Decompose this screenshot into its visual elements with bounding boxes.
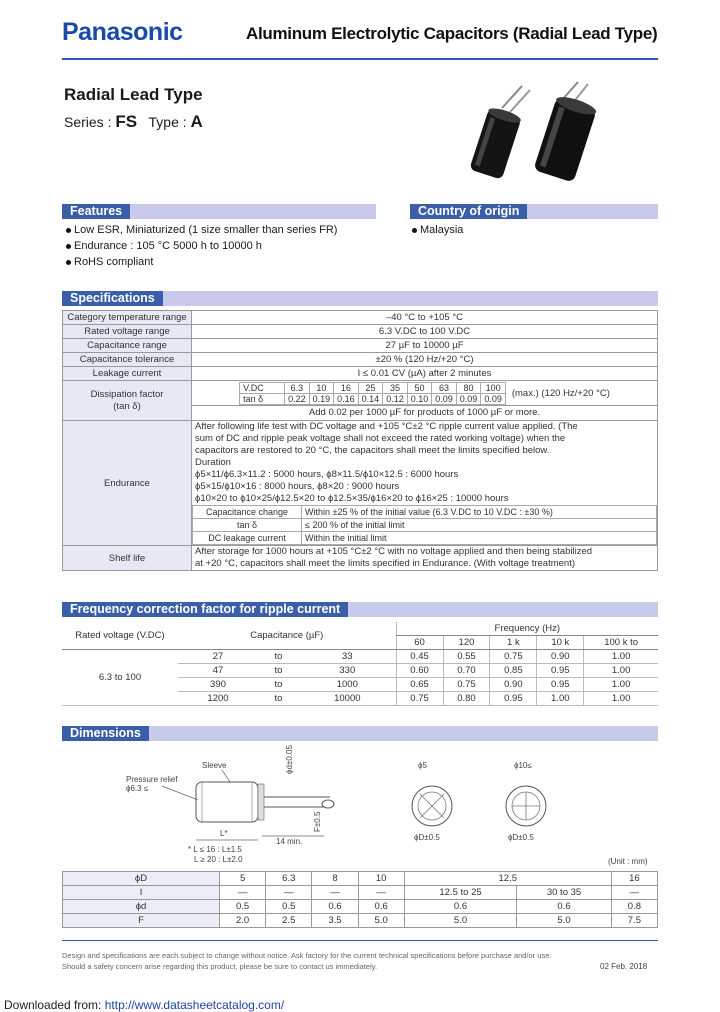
series-value: FS bbox=[115, 112, 138, 131]
bullet-icon bbox=[66, 228, 71, 233]
type-label: Type : bbox=[148, 114, 187, 130]
product-heading: Radial Lead Type bbox=[64, 85, 203, 104]
spec-row: Capacitance range 27 µF to 10000 µF bbox=[63, 339, 658, 353]
specifications-table bbox=[62, 310, 658, 571]
dissipation-note: (max.) (120 Hz/+20 °C) bbox=[511, 388, 610, 399]
origin-list bbox=[412, 222, 463, 238]
phid-label-b: ϕD±0.5 bbox=[508, 833, 534, 842]
col-capacitance: Capacitance (µF) bbox=[178, 622, 396, 650]
type-value: A bbox=[190, 112, 203, 131]
specifications-title: Specifications bbox=[62, 291, 163, 306]
footer-notice: Design and specifications are each subject to change without notice. Ask factory for the current technical specifications before purchase and/or use. Should a safety concern arise regarding this product, please be sure to contact us immediately. bbox=[62, 951, 552, 971]
specifications-band bbox=[62, 291, 658, 306]
phi10-label: ϕ10≤ bbox=[514, 761, 532, 770]
feature-item: Low ESR, Miniaturized (1 size smaller than series FR) bbox=[66, 222, 337, 238]
shelf-life-label: Shelf life bbox=[63, 546, 192, 571]
length-label: L* bbox=[220, 829, 228, 838]
length-note-1: * L ≤ 16 : L±1.5 bbox=[188, 845, 242, 854]
dissipation-addition: Add 0.02 per 1000 µF for products of 1000 µF or more. bbox=[192, 405, 657, 419]
endurance-row: Endurance After following life test with DC voltage and +105 °C±2 °C ripple current value applied. (The sum of DC and ripple peak voltage shall not exceed the rated working voltage) when the capacitors are restored to 20 °C, the capacitors shall meet the limits specified below. Duration ϕ5×11/ϕ6.3×11.2 : 5000 hours, ϕ8×11.5/ϕ10×12.5 : 6000 hours ϕ5×15/ϕ10×16 : 8000 hours, ϕ8×20 : 9000 hours ϕ10×20 to ϕ10×25/ϕ12.5×20 to ϕ12.5×35/ϕ16×20 to ϕ16×25 : 10000 hours Capacitance change Within ±25 % of the initial value (6.3 V.DC to 10 V.DC : ±30 %) tan δ ≤ 200 % of the initial limit DC leakage current Within the initial limit bbox=[63, 421, 658, 546]
f-dim-label: F±0.5 bbox=[313, 811, 322, 832]
phi5-label: ϕ5 bbox=[418, 761, 427, 770]
spec-row: Capacitance tolerance ±20 % (120 Hz/+20 °C) bbox=[63, 353, 658, 367]
origin-band bbox=[410, 204, 658, 219]
unit-label: (Unit : mm) bbox=[608, 857, 648, 866]
col-voltage: Rated voltage (V.DC) bbox=[62, 622, 178, 650]
brand-logo: Panasonic bbox=[62, 18, 183, 46]
download-link[interactable]: http://www.datasheetcatalog.com/ bbox=[104, 998, 285, 1012]
frequency-title: Frequency correction factor for ripple current bbox=[62, 602, 348, 617]
dissipation-row bbox=[63, 381, 658, 421]
spec-row: Rated voltage range 6.3 V.DC to 100 V.DC bbox=[63, 325, 658, 339]
frequency-row: 390 to 1000 0.65 0.75 0.90 0.95 1.00 bbox=[62, 678, 658, 692]
phid-label-a: ϕD±0.5 bbox=[414, 833, 440, 842]
features-title: Features bbox=[62, 204, 130, 219]
spec-row: Category temperature range –40 °C to +105 °C bbox=[63, 311, 658, 325]
dimension-row: F 2.0 2.5 3.5 5.0 5.0 5.0 7.5 bbox=[63, 914, 658, 928]
issue-date: 02 Feb. 2018 bbox=[600, 962, 648, 971]
feature-item: Endurance : 105 °C 5000 h to 10000 h bbox=[66, 238, 337, 254]
shelf-life-row: Shelf life After storage for 1000 hours at +105 °C±2 °C with no voltage applied and then being stabilized at +20 °C, capacitors shall meet the limits specified in Endurance. (With voltage treatment) bbox=[63, 546, 658, 571]
download-line bbox=[4, 998, 284, 1012]
origin-item: Malaysia bbox=[412, 222, 463, 238]
origin-title: Country of origin bbox=[410, 204, 527, 219]
frequency-row: 47 to 330 0.60 0.70 0.85 0.95 1.00 bbox=[62, 664, 658, 678]
spec-row: Leakage current I ≤ 0.01 CV (µA) after 2 minutes bbox=[63, 367, 658, 381]
feature-item: RoHS compliant bbox=[66, 254, 337, 270]
frequency-voltage: 6.3 to 100 bbox=[62, 650, 178, 706]
lead-dim-label: ϕd±0.05 bbox=[285, 745, 294, 774]
footer-rule bbox=[62, 940, 658, 941]
bullet-icon bbox=[66, 260, 71, 265]
dimension-row: ϕD 5 6.3 8 10 12.5 16 bbox=[63, 872, 658, 886]
min-length-label: 14 min. bbox=[276, 837, 303, 846]
series-label: Series : bbox=[64, 114, 112, 130]
sleeve-label: Sleeve bbox=[202, 761, 227, 770]
dimensions-band bbox=[62, 726, 658, 741]
dimensions-title: Dimensions bbox=[62, 726, 149, 741]
pressure-relief-label: Pressure relief bbox=[126, 775, 178, 784]
document-title: Aluminum Electrolytic Capacitors (Radial Lead Type) bbox=[246, 24, 658, 43]
series-type-line bbox=[64, 112, 203, 132]
frequency-row: 1200 to 10000 0.75 0.80 0.95 1.00 1.00 bbox=[62, 692, 658, 706]
dimensions-table bbox=[62, 871, 658, 928]
capacitor-product-image bbox=[460, 80, 610, 185]
dimension-drawing bbox=[62, 744, 658, 870]
length-note-2: L ≥ 20 : L±2.0 bbox=[194, 855, 243, 864]
dissipation-table: V.DC 6.3 10 16 25 35 50 63 80 100 tan δ 0.22 0.19 0.16 0.14 0.12 0.10 0.09 0.09 0.09 bbox=[239, 382, 506, 405]
features-band bbox=[62, 204, 376, 219]
header-rule bbox=[62, 58, 658, 60]
dimension-row: l — — — — 12.5 to 25 30 to 35 — bbox=[63, 886, 658, 900]
download-label: Downloaded from: bbox=[4, 998, 102, 1012]
bullet-icon bbox=[412, 228, 417, 233]
pressure-relief-size: ϕ6.3 ≤ bbox=[126, 784, 149, 793]
dimension-row: ϕd 0.5 0.5 0.6 0.6 0.6 0.6 0.8 bbox=[63, 900, 658, 914]
dissipation-label-2: (tan δ) bbox=[113, 400, 141, 412]
dissipation-label: Dissipation factor bbox=[90, 388, 164, 400]
features-list bbox=[66, 222, 337, 270]
endurance-label: Endurance bbox=[63, 421, 192, 546]
col-frequency: Frequency (Hz) bbox=[396, 622, 658, 636]
endurance-limits-table: Capacitance change Within ±25 % of the initial value (6.3 V.DC to 10 V.DC : ±30 %) tan δ ≤ 200 % of the initial limit DC leakage current Within the initial limit bbox=[192, 505, 657, 545]
frequency-table: Rated voltage (V.DC) Capacitance (µF) Frequency (Hz) 60 120 1 k 10 k 100 k to 6.3 to 100 27 to 33 0.45 0.55 0.75 0.90 1.00 47 to 330 0.60 0.70 0.85 0.95 1.00 390 to 1000 0.65 0.75 0.90 0.95 1.00 1200 to 10000 0.75 0.80 0.95 1.00 1.00 bbox=[62, 622, 658, 706]
frequency-band bbox=[62, 602, 658, 617]
frequency-row: 6.3 to 100 27 to 33 0.45 0.55 0.75 0.90 1.00 bbox=[62, 650, 658, 664]
bullet-icon bbox=[66, 244, 71, 249]
